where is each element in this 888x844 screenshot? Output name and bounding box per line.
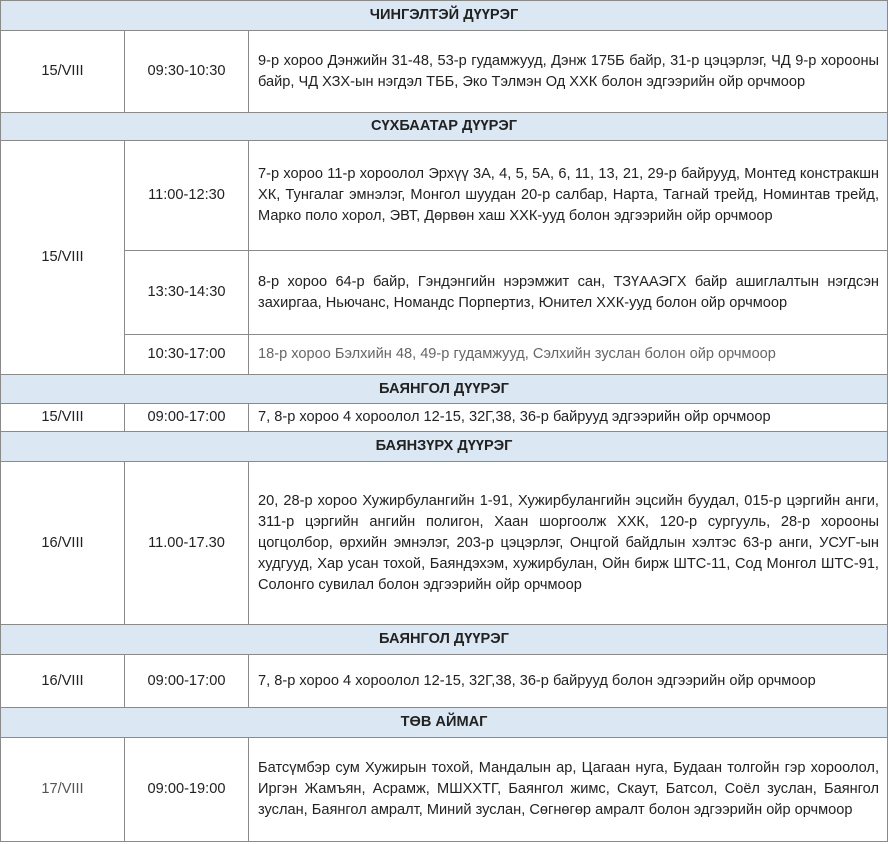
table-row xyxy=(1,738,888,842)
date-cell: 16/VIII xyxy=(1,655,125,708)
location-cell: 18-р хороо Бэлхийн 48, 49-р гудамжууд, Сэлхийн зуслан болон ойр орчмоор xyxy=(249,335,888,375)
district-header-row xyxy=(1,1,888,31)
district-header-row xyxy=(1,375,888,404)
district-header: ЧИНГЭЛТЭЙ ДҮҮРЭГ xyxy=(1,1,888,31)
location-cell: 7, 8-р хороо 4 хороолол 12-15, 32Г,38, 36-р байрууд болон эдгээрийн ойр орчмоор xyxy=(249,655,888,708)
table-row xyxy=(1,462,888,625)
district-header-row xyxy=(1,708,888,738)
table-row xyxy=(1,31,888,113)
table-row xyxy=(1,141,888,251)
time-cell: 11.00-17.30 xyxy=(125,462,249,625)
location-cell: 8-р хороо 64-р байр, Гэндэнгийн нэрэмжит сан, ТЗҮААЭГХ байр ашиглалтын нэгдсэн захиргаа, Ньючанс, Номандс Порпертиз, Юнител ХХК-ууд болон ойр орчмоор xyxy=(249,251,888,335)
district-header: СҮХБААТАР ДҮҮРЭГ xyxy=(1,113,888,141)
district-header: БАЯНГОЛ ДҮҮРЭГ xyxy=(1,375,888,404)
time-cell: 09:00-17:00 xyxy=(125,404,249,432)
district-header-row xyxy=(1,432,888,462)
table-row xyxy=(1,404,888,432)
district-header: БАЯНЗҮРХ ДҮҮРЭГ xyxy=(1,432,888,462)
time-cell: 09:00-19:00 xyxy=(125,738,249,842)
district-header-row xyxy=(1,625,888,655)
date-cell: 16/VIII xyxy=(1,462,125,625)
time-cell: 09:30-10:30 xyxy=(125,31,249,113)
time-cell: 10:30-17:00 xyxy=(125,335,249,375)
date-cell: 15/VIII xyxy=(1,31,125,113)
district-header: ТӨВ АЙМАГ xyxy=(1,708,888,738)
district-header: БАЯНГОЛ ДҮҮРЭГ xyxy=(1,625,888,655)
date-cell: 17/VIII xyxy=(1,738,125,842)
location-cell: 9-р хороо Дэнжийн 31-48, 53-р гудамжууд, Дэнж 175Б байр, 31-р цэцэрлэг, ЧД 9-р хорооны байр, ЧД ХЗХ-ын нэгдэл ТББ, Эко Тэлмэн Од ХХК болон эдгээрийн ойр орчмоор xyxy=(249,31,888,113)
location-cell: 7-р хороо 11-р хороолол Эрхүү 3А, 4, 5, 5А, 6, 11, 13, 21, 29-р байрууд, Монтед констракшн ХК, Тунгалаг эмнэлэг, Монгол шуудан 20-р салбар, Нарта, Тагнай трейд, Номинтав трейд, Марко поло хорол, ЭВТ, Дөрвөн хаш ХХК-ууд болон эдгээрийн ойр орчмоор xyxy=(249,141,888,251)
table-row xyxy=(1,655,888,708)
time-cell: 11:00-12:30 xyxy=(125,141,249,251)
location-cell: 7, 8-р хороо 4 хороолол 12-15, 32Г,38, 36-р байрууд эдгээрийн ойр орчмоор xyxy=(249,404,888,432)
date-cell: 15/VIII xyxy=(1,141,125,375)
location-cell: Батсүмбэр сум Хужирын тохой, Мандалын ар, Цагаан нуга, Будаан толгойн гэр хороолол, Иргэн Жамъян, Асрамж, МШХХТГ, Баянгол жимс, Скаут, Батсол, Соёл зуслан, Баянгол зуслан, Баянгол амралт, Миний зуслан, Сөгнөгөр амралт болон эдгээрийн ойр орчмоор xyxy=(249,738,888,842)
district-header-row xyxy=(1,113,888,141)
table-row xyxy=(1,335,888,375)
time-cell: 09:00-17:00 xyxy=(125,655,249,708)
time-cell: 13:30-14:30 xyxy=(125,251,249,335)
date-cell: 15/VIII xyxy=(1,404,125,432)
location-cell: 20, 28-р хороо Хужирбулангийн 1-91, Хужирбулангийн эцсийн буудал, 015-р цэргийн анги, 311-р цэргийн ангийн полигон, Хаан шоргоолж ХХК, 120-р сургууль, 28-р хорооны цогцолбор, өрхийн эмнэлэг, 203-р цэцэрлэг, Онцгой байдлын хэлтэс 63-р анги, УСУГ-ын худгууд, Хар усан тохой, Баяндэхэм, хужирбулан, Ойн бирж ШТС-11, Сод Монгол ШТС-91, Солонго сувилал болон эдгээрийн ойр орчмоор xyxy=(249,462,888,625)
table-row xyxy=(1,251,888,335)
